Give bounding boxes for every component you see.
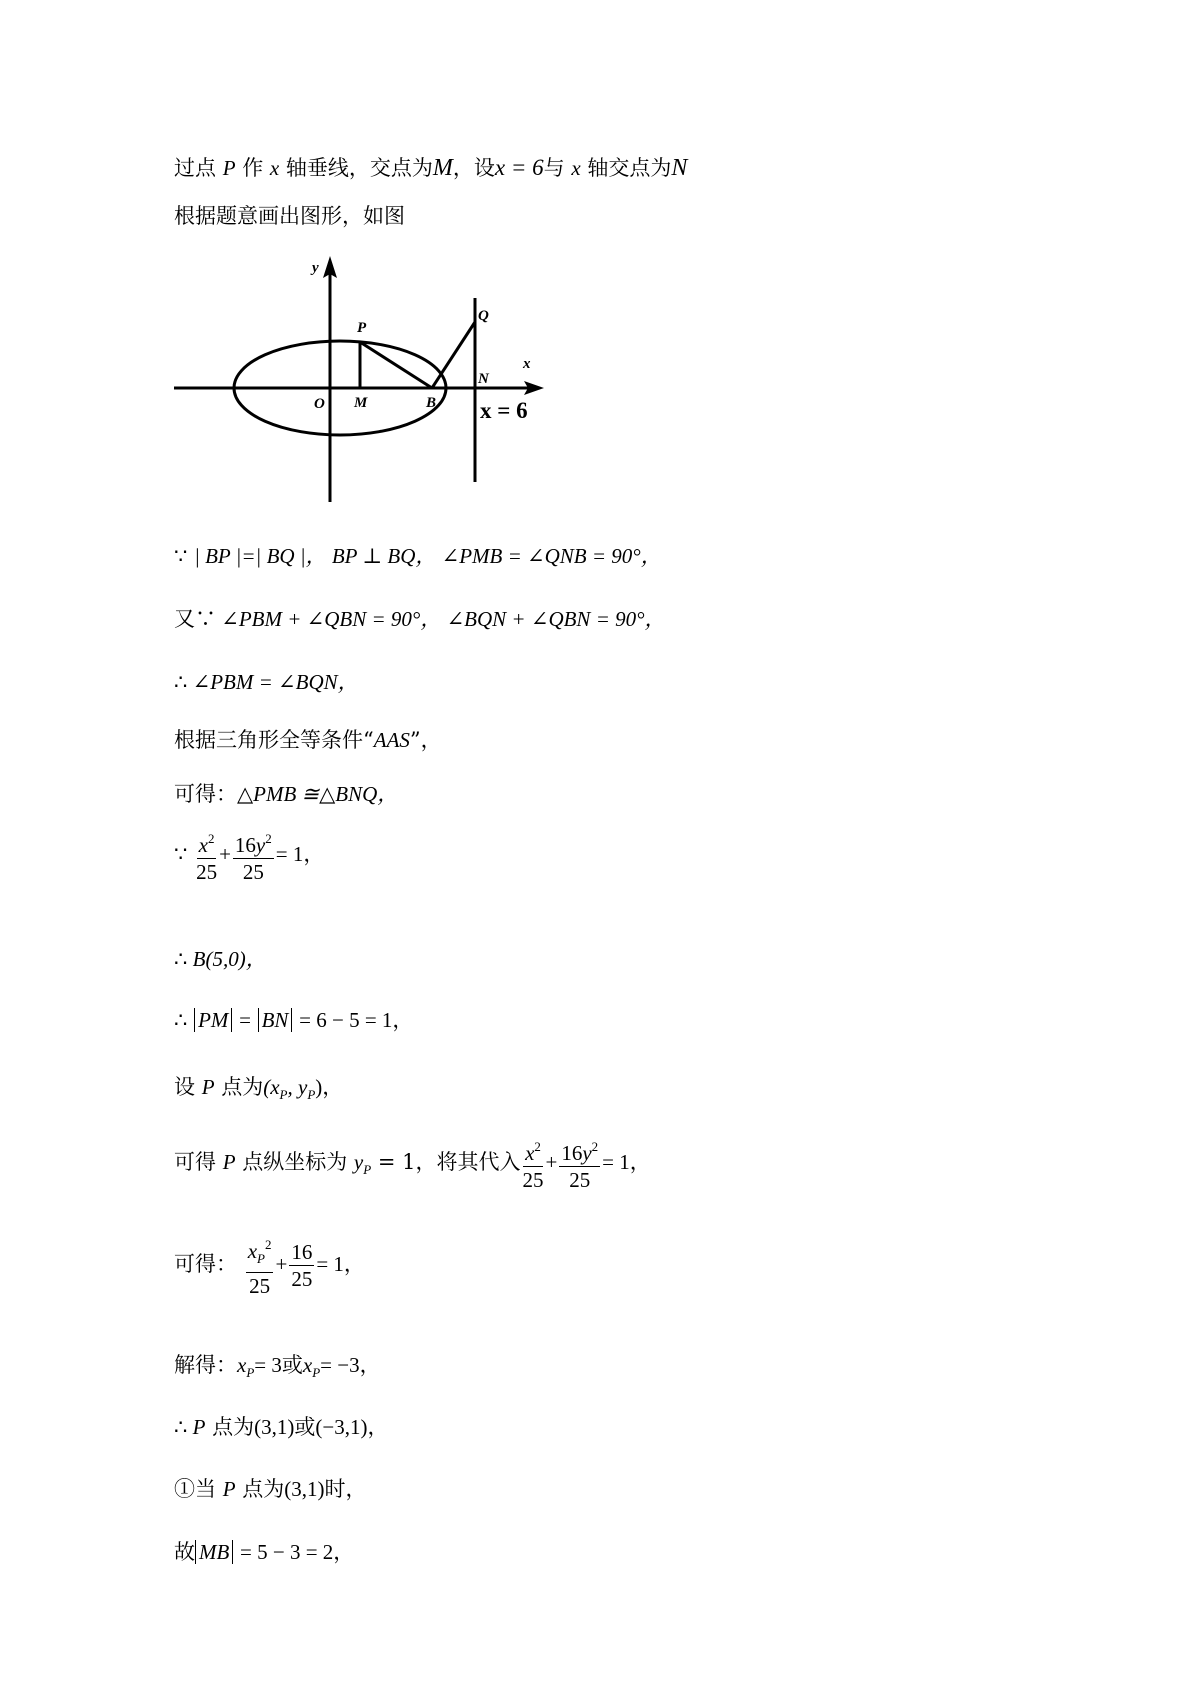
var-p: P [222, 1150, 236, 1174]
fraction: $\frac{x_P^2}{25}$ [246, 1232, 274, 1299]
math-expression: △PMB ≅△BNQ， [237, 782, 399, 806]
line-4 [174, 604, 666, 634]
var-m: M [432, 155, 453, 181]
label-p: P [357, 320, 367, 336]
text: 过点 [174, 156, 216, 180]
abs-mb: MB [195, 1540, 233, 1564]
text: = 1，将其代入 [377, 1150, 521, 1174]
var-n: N [671, 155, 688, 181]
text: ①当 [174, 1477, 216, 1501]
line-1 [174, 153, 687, 183]
equation-x-6: x = 6 [494, 155, 544, 180]
label-line-equation: x = 6 [480, 398, 528, 423]
abs-bn: BN [258, 1008, 293, 1032]
text: 解得： [174, 1353, 237, 1377]
math-expression: ∠PBM = ∠BQN， [187, 670, 359, 694]
because-symbol: ∵ [174, 544, 188, 568]
line-6 [174, 725, 442, 755]
ellipse-figure [170, 250, 550, 510]
text: = 6 − 5 = 1， [299, 1008, 414, 1032]
math-expression: B(5,0)， [187, 947, 267, 971]
therefore-symbol: ∴ [174, 1415, 188, 1439]
line-8: ∵ $\frac{x^2}{25}$ + $\frac{16y^2}{25}$ = 1， [174, 826, 324, 885]
fraction: $\frac{16y^2}{25}$ [233, 826, 274, 885]
var-x: x [269, 156, 280, 180]
abs-pm: PM [194, 1008, 232, 1032]
label-n: N [478, 371, 489, 387]
text: 点为 [221, 1075, 264, 1099]
text: ，设 [452, 156, 495, 180]
label-m: M [354, 395, 368, 411]
text: 可得 [174, 1150, 216, 1174]
therefore-symbol: ∴ [174, 670, 188, 694]
line-14: 解得：$x_P= 3$或$x_P= -3$， [174, 1353, 381, 1380]
label-o: O [314, 396, 325, 412]
line-2: 根据题意画出图形，如图 [174, 204, 405, 228]
fraction: $\frac{x^2}{25}$ [523, 1134, 544, 1193]
var-p: P [222, 156, 236, 180]
label-y: y [312, 260, 319, 276]
fraction: $\frac{16}{25}$ [291, 1240, 313, 1291]
therefore-symbol: ∴ [174, 1008, 188, 1032]
fraction: $\frac{16y^2}{25}$ [559, 1134, 600, 1193]
text: 点纵坐标为 [242, 1150, 348, 1174]
text: 可得： [174, 1252, 237, 1276]
text: 轴垂线，交点为 [285, 156, 433, 180]
text: 可得： [174, 782, 237, 806]
text: 与 [543, 156, 565, 180]
therefore-symbol: ∴ [174, 947, 188, 971]
line-9 [174, 944, 267, 974]
line-16: ①当 P 点为(3,1)时， [174, 1477, 367, 1501]
text: 根据三角形全等条件“ [174, 728, 374, 752]
line-12: 可得 P 点纵坐标为 $y_P = 1$，将其代入 $\frac{x^2}{25}$ + $\frac{16y^2}{25}$ = 1， [174, 1134, 651, 1193]
label-x: x [523, 356, 531, 372]
text: ”， [409, 728, 442, 752]
text: 故 [174, 1540, 195, 1564]
text: 设 [174, 1075, 195, 1099]
line-11: 设 P 点为($x_P$, $y_P$)， [174, 1075, 344, 1102]
var-p: P [201, 1075, 215, 1099]
var-p: P [222, 1477, 236, 1501]
line-13: 可得： $\frac{x_P^2}{25}$ + $\frac{16}{25}$ = 1， [174, 1232, 365, 1299]
text: 又∵ [174, 607, 216, 631]
aas-label: AAS [373, 728, 410, 752]
text: 轴交点为 [587, 156, 672, 180]
because-symbol: ∵ [174, 842, 188, 866]
text: 作 [242, 156, 264, 180]
line-15: ∴ P 点为(3,1)或(−3,1)， [174, 1415, 389, 1439]
label-b: B [426, 395, 437, 411]
text: = 1， [275, 842, 325, 866]
line-3 [174, 541, 662, 571]
segment-bq [432, 322, 475, 388]
var-x: x [571, 156, 581, 180]
line-7 [174, 779, 398, 809]
math-expression: ∠PBM + ∠QBN = 90°， ∠BQN + ∠QBN = 90°， [216, 607, 666, 631]
math-expression: | BP |=| BQ |， BP ⊥ BQ， ∠PMB = ∠QNB = 90°， [194, 544, 662, 568]
line-5 [174, 667, 359, 697]
fraction: $\frac{x^2}{25}$ [196, 826, 217, 885]
label-q: Q [478, 308, 489, 324]
line-10 [174, 1005, 413, 1035]
text: = [239, 1008, 251, 1032]
line-17: 故 MB = 5 − 3 = 2， [174, 1540, 355, 1564]
